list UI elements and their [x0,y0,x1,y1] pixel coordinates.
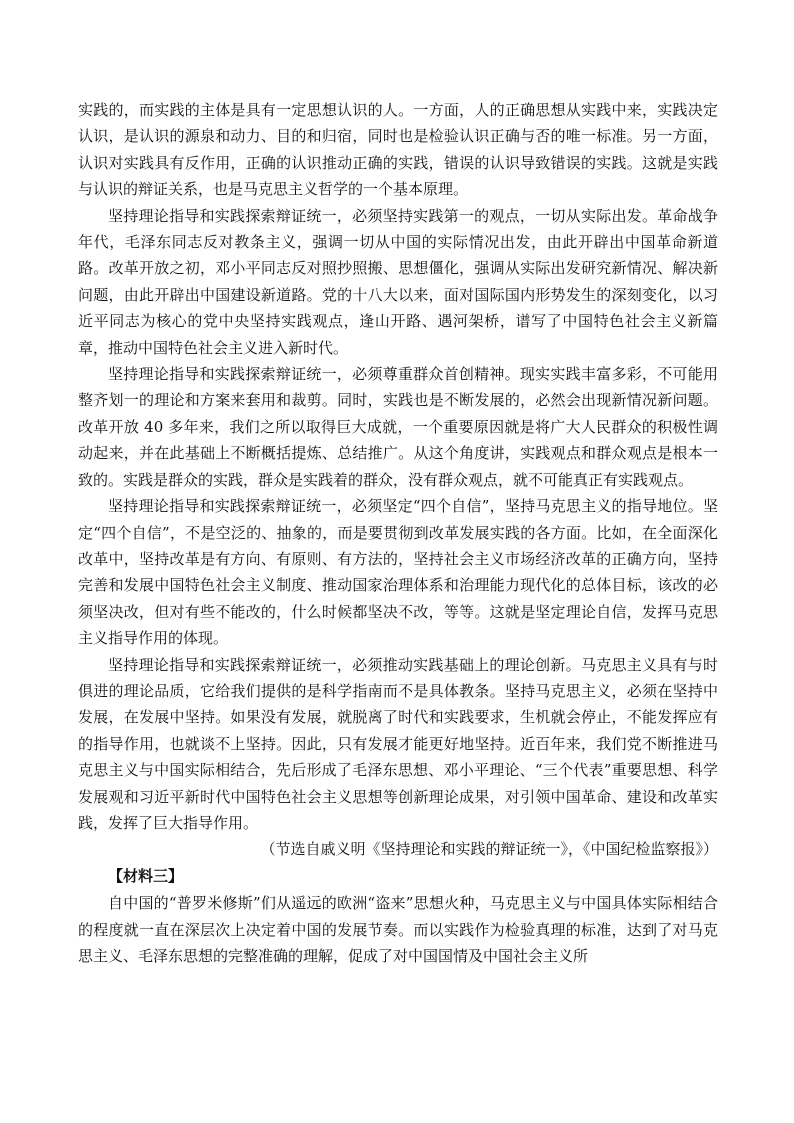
source-citation: （节选自戚义明《坚持理论和实践的辩证统一》，《中国纪检监察报》） [260,840,718,859]
document-body [78,97,718,970]
paragraph-4: 坚持理论指导和实践探索辩证统一，必须坚定“四个自信”，坚持马克思主义的指导地位。坚定“四个自信”，不是空泛的、抽象的，而是要贯彻到改革发展实践的各方面。比如，在全面深化改革中，坚持改革是有方向、有原则、有方法的，坚持社会主义市场经济改革的正确方向，坚持完善和发展中国特色社会主义制度、推动国家治理体系和治理能力现代化的总体目标，该改的必须坚决改，但对有些不能改的，什么时候都坚决不改，等等。这就是坚定理论自信，发挥马克思主义指导作用的体现。 [78,497,718,648]
paragraph-3: 坚持理论指导和实践探索辩证统一，必须尊重群众首创精神。现实实践丰富多彩，不可能用整齐划一的理论和方案来套用和裁剪。同时，实践也是不断发展的，必然会出现新情况新问题。改革开放 40 多年来，我们之所以取得巨大成就，一个重要原因就是将广大人民群众的积极性调动起来，并在此基础上不断概括提炼、总结推广。从这个角度讲，实践观点和群众观点是根本一致的。实践是群众的实践，群众是实践着的群众，没有群众观点，就不可能真正有实践观点。 [78,365,718,489]
paragraph-5: 坚持理论指导和实践探索辩证统一，必须推动实践基础上的理论创新。马克思主义具有与时俱进的理论品质，它给我们提供的是科学指南而不是具体教条。坚持马克思主义，必须在坚持中发展，在发展中坚持。如果没有发展，就脱离了时代和实践要求，生机就会停止，不能发挥应有的指导作用，也就谈不上坚持。因此，只有发展才能更好地坚持。近百年来，我们党不断推进马克思主义与中国实际相结合，先后形成了毛泽东思想、邓小平理论、“三个代表”重要思想、科学发展观和习近平新时代中国特色社会主义思想等创新理论成果，对引领中国革命、建设和改革实践，发挥了巨大指导作用。 [78,655,718,832]
section-heading: 【材料三】 [108,867,184,886]
paragraph-1: 实践的，而实践的主体是具有一定思想认识的人。一方面，人的正确思想从实践中来，实践决定认识，是认识的源泉和动力、目的和归宿，同时也是检验认识正确与否的唯一标准。另一方面，认识对实践具有反作用，正确的认识推动正确的实践，错误的认识导致错误的实践。这就是实践与认识的辩证关系，也是马克思主义哲学的一个基本原理。 [78,101,718,199]
paragraph-2: 坚持理论指导和实践探索辩证统一，必须坚持实践第一的观点，一切从实际出发。革命战争年代，毛泽东同志反对教条主义，强调一切从中国的实际情况出发，由此开辟出中国革命新道路。改革开放之初，邓小平同志反对照抄照搬、思想僵化，强调从实际出发研究新情况、解决新问题，由此开辟出中国建设新道路。党的十八大以来，面对国际国内形势发生的深刻变化，以习近平同志为核心的党中央坚持实践观点，逢山开路、遇河架桥，谱写了中国特色社会主义新篇章，推动中国特色社会主义进入新时代。 [78,206,718,357]
paragraph-6: 自中国的“普罗米修斯”们从遥远的欧洲“盗来”思想火种，马克思主义与中国具体实际相结合的程度就一直在深层次上决定着中国的发展节奏。而以实践作为检验真理的标准，达到了对马克思主义、毛泽东思想的完整准确的理解，促成了对中国国情及中国社会主义所 [78,894,718,966]
